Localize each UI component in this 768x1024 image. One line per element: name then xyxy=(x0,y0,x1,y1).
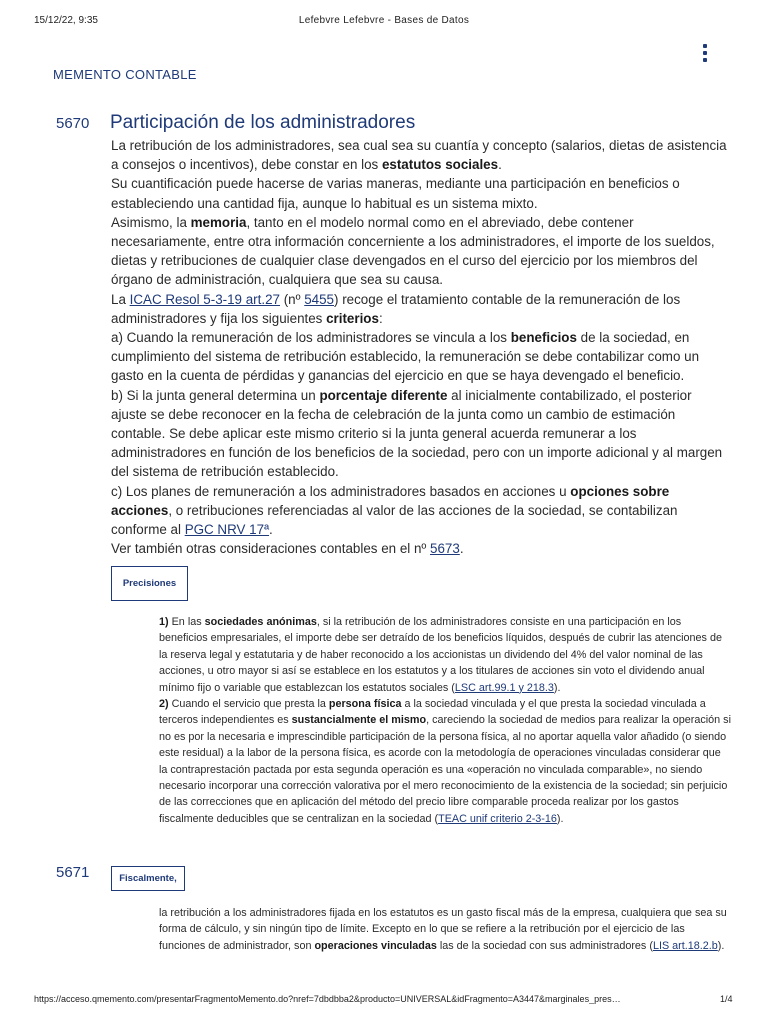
criterion-a: a) Cuando la remuneración de los administradores se vincula a los beneficios de la sociedad, en cumplimiento del sistema de retribución establecido, la remuneración se debe contabilizar como un gasto en la cuenta de pérdidas y ganancias del ejercicio en que se haya devengado el beneficio. xyxy=(111,330,700,384)
fiscalmente-button[interactable]: Fiscalmente, xyxy=(111,866,185,891)
criterion-c: c) Los planes de remuneración a los administradores basados en acciones u opciones sobre acciones, o retribuciones referenciadas al valor de las acciones de la sociedad, se contabilizan conforme al PGC NRV 17ª. xyxy=(111,483,678,538)
link-5455[interactable]: 5455 xyxy=(304,291,335,307)
link-pgc-nrv[interactable]: PGC NRV 17ª xyxy=(184,522,270,538)
paragraph: La ICAC Resol 5-3-19 art.27 (nº 5455) recoge el tratamiento contable de la remuneración de los administradores y fija los siguientes criterios: xyxy=(111,291,681,326)
note-2: 2) Cuando el servicio que presta la persona física a la sociedad vinculada y el que presta la sociedad vinculada a terceros independientes es sustancialmente el mismo, careciendo la sociedad de medios para realizar la operación si no es por la necesaria e imprescindible participación de la persona física, al no aportar aquella valor añadido (o siendo este residual) a la labor de la persona física, es acorde con la metodología de operaciones vinculadas considerar que la contraprestación pactada por esta segunda operación es una «operación no vinculada comparable», no siendo necesario incorporar una corrección valorativa por el mero reconocimiento de la existencia de la sociedad; sin perjuicio de las correcciones que en aplicación del método del precio libre comparable proceda realizar por los gastos fiscalmente deducibles que se centralizan en la sociedad (TEAC unif criterio 2-3-16). xyxy=(159,698,731,825)
note-1: 1) En las sociedades anónimas, si la retribución de los administradores consiste en una participación en los beneficios empresariales, el importe debe ser detraído de los beneficios líquidos, después de cubrir las atenciones de la reserva legal y estatutaria y de haber reconocido a los accionistas un dividendo del 4% del valor nominal de las acciones, u otro mayor si así se establece en los estatutos y a los titulares de acciones sin voto el dividendo anual mínimo fijo o variable que establezcan los estatutos sociales (LSC art.99.1 y 218.3). xyxy=(159,616,722,694)
criterion-b: b) Si la junta general determina un porcentaje diferente al inicialmente contabilizado, el posterior ajuste se debe reconocer en la fecha de celebración de la junta como un cambio de estimación contable. Se debe aplicar este mismo criterio si la junta general acuerda remunerar a los administradores en función de los beneficios de la sociedad, pero con un importe adicional y al margen del sistema de retribución establecido. xyxy=(111,387,723,480)
link-lsc[interactable]: LSC art.99.1 y 218.3 xyxy=(454,681,554,694)
precisiones-button[interactable]: Precisiones xyxy=(111,566,188,601)
paragraph: La retribución de los administradores, sea cual sea su cuantía y concepto (salarios, dietas de asistencia a consejos o incentivos), debe constar en los estatutos sociales. xyxy=(111,138,727,173)
paragraph: Asimismo, la memoria, tanto en el modelo normal como en el abreviado, debe contener necesariamente, entre otra información concerniente a los administradores, el importe de los sueldos, dietas y retribuciones de cualquier clase devengados en el curso del ejercicio por los miembros del órgano de administración, cualquiera que sea su causa. xyxy=(111,214,715,288)
notes-block xyxy=(159,614,731,827)
brand-title: MEMENTO CONTABLE xyxy=(53,67,197,82)
paragraph: Su cuantificación puede hacerse de varias maneras, mediante una participación en beneficios o estableciendo una cantidad fija, aunque lo habitual es un sistema mixto. xyxy=(111,176,680,211)
link-5673[interactable]: 5673 xyxy=(430,541,460,557)
kebab-menu-icon[interactable] xyxy=(699,44,711,66)
page-number: 1/4 xyxy=(720,994,733,1004)
paragraph: la retribución a los administradores fijada en los estatutos es un gasto fiscal más de la empresa, cualquiera que sea su forma de cálculo, y sin ningún tipo de límite. Excepto en lo que se refiere a la retribución por el ejercicio de las funciones de administrador, son operaciones vinculadas las de la sociedad con sus administradores (LIS art.18.2.b). xyxy=(159,907,727,952)
marginal-number: 5671 xyxy=(56,864,90,881)
section-body xyxy=(111,136,729,558)
link-icac-resol[interactable]: ICAC Resol 5-3-19 art.27 xyxy=(129,291,280,307)
paragraph: Ver también otras consideraciones contables en el nº 5673. xyxy=(111,541,464,557)
print-title: Lefebvre Lefebvre - Bases de Datos xyxy=(298,15,470,26)
page-url: https://acceso.qmemento.com/presentarFragmentoMemento.do?nref=7dbdbba2&producto=UNIVERSAL&idFragmento=A3447&marginales_pres… xyxy=(34,994,621,1004)
print-datetime: 15/12/22, 9:35 xyxy=(34,15,98,26)
fiscal-text xyxy=(159,905,731,954)
section-title: Participación de los administradores xyxy=(110,112,416,133)
link-teac[interactable]: TEAC unif criterio 2-3-16 xyxy=(438,812,557,825)
link-lis[interactable]: LIS art.18.2.b xyxy=(652,939,718,952)
marginal-number: 5670 xyxy=(56,115,90,132)
